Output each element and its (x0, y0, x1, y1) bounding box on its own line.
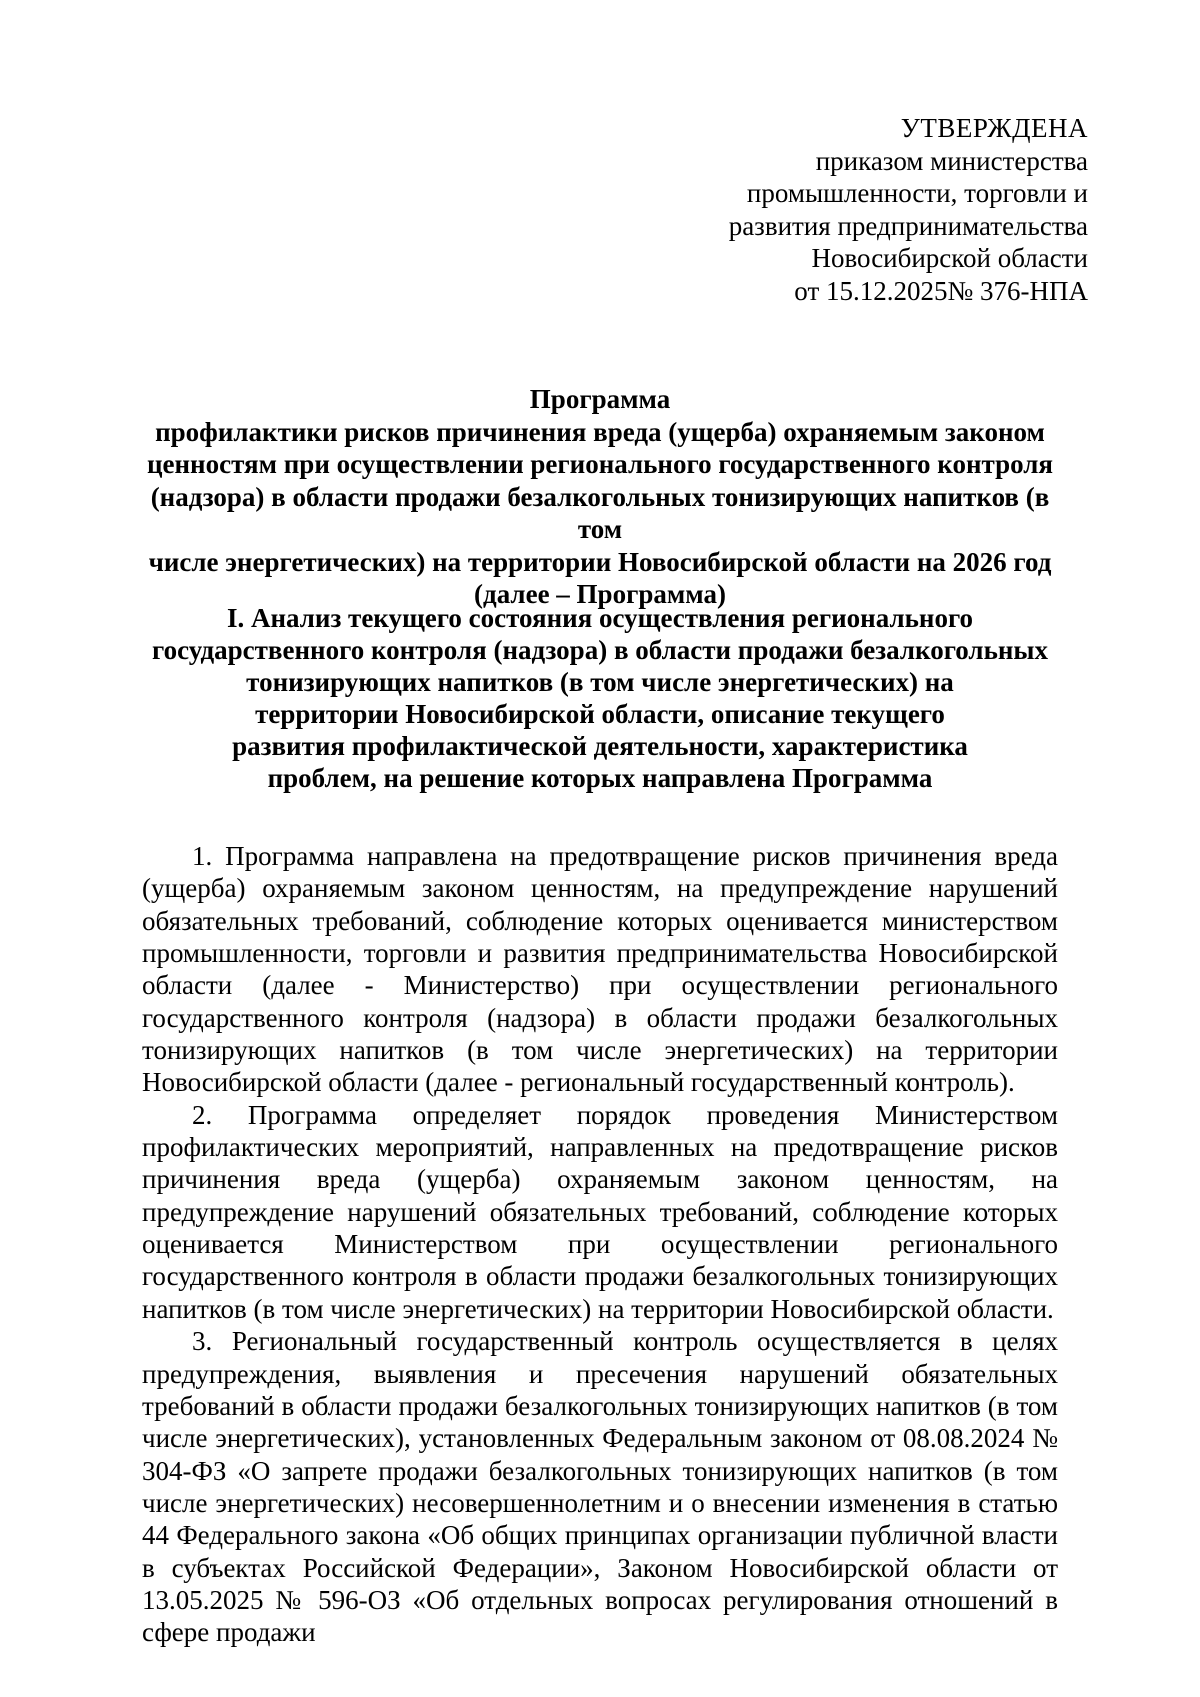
paragraph-number: 2. (192, 1099, 213, 1130)
paragraph-text: Программа определяет порядок проведения Министерством профилактических мероприятий, направленных на предотвращение рисков причинения вреда (ущерба) охраняемым законом ценностям, на предупреждение нарушений обязательных требований, соблюдение которых оценивается Министерством при осуществлении регионального государственного контроля в области продажи безалкогольных тонизирующих напитков (в том числе энергетических) на территории Новосибирской области. (142, 1099, 1058, 1324)
section-heading-line: государственного контроля (надзора) в области продажи безалкогольных (151, 635, 1048, 665)
program-title-line: числе энергетических) на территории Новосибирской области на 2026 год (148, 546, 1052, 577)
section-heading-line: территории Новосибирской области, описание текущего (255, 699, 945, 729)
approval-line: Новосибирской области (811, 243, 1088, 273)
paragraph-text: Региональный государственный контроль осуществляется в целях предупреждения, выявления и пресечения нарушений обязательных требований в области продажи безалкогольных тонизирующих напитков (в том числе энергетических), установленных Федеральным законом от 08.08.2024 № 304-ФЗ «О запрете продажи безалкогольных тонизирующих напитков (в том числе энергетических) несовершеннолетним и о внесении изменения в статью 44 Федерального закона «Об общих принципах организации публичной власти в субъектах Российской Федерации», Законом Новосибирской области от 13.05.2025 № 596-ОЗ «Об отдельных вопросах регулирования отношений в сфере продажи (142, 1326, 1058, 1648)
section-heading (140, 602, 1060, 794)
paragraph (142, 1099, 1058, 1325)
program-heading: Программа (529, 384, 671, 414)
paragraph-number: 1. (192, 841, 213, 871)
approval-status: УТВЕРЖДЕНА (900, 113, 1088, 143)
section-heading-line: I. Анализ текущего состояния осуществления регионального (226, 603, 974, 633)
approval-block (568, 112, 1088, 307)
program-title-line: ценностям при осуществлении регионального государственного контроля (146, 449, 1054, 479)
approval-order-number: от 15.12.2025№ 376-НПА (794, 275, 1088, 306)
paragraph-text: Программа направлена на предотвращение рисков причинения вреда (ущерба) охраняемым законом ценностям, на предупреждение нарушений обязательных требований, соблюдение которых оценивается министерством промышленности, торговли и развития предпринимательства Новосибирской области (далее - Министерство) при осуществлении регионального государственного контроля (надзора) в области продажи безалкогольных тонизирующих напитков (в том числе энергетических) на территории Новосибирской области (далее - региональный государственный контроль). (142, 841, 1059, 1098)
program-title (140, 383, 1060, 611)
paragraph-number: 3. (192, 1326, 213, 1357)
approval-line: приказом министерства (815, 145, 1088, 176)
approval-line: развития предпринимательства (728, 210, 1088, 241)
program-title-line: профилактики рисков причинения вреда (ущерба) охраняемым законом (155, 416, 1045, 447)
program-title-line: (далее – Программа) (474, 579, 726, 609)
paragraph (142, 840, 1058, 1099)
approval-line: промышленности, торговли и (746, 178, 1088, 208)
section-heading-line: тонизирующих напитков (в том числе энергетических) на (246, 667, 954, 697)
section-heading-line: развития профилактической деятельности, характеристика (232, 731, 968, 761)
paragraph (142, 1325, 1058, 1648)
document-body (142, 840, 1058, 1649)
section-heading-line: проблем, на решение которых направлена Программа (267, 763, 933, 793)
program-title-line: (надзора) в области продажи безалкогольных тонизирующих напитков (в том (150, 481, 1050, 544)
